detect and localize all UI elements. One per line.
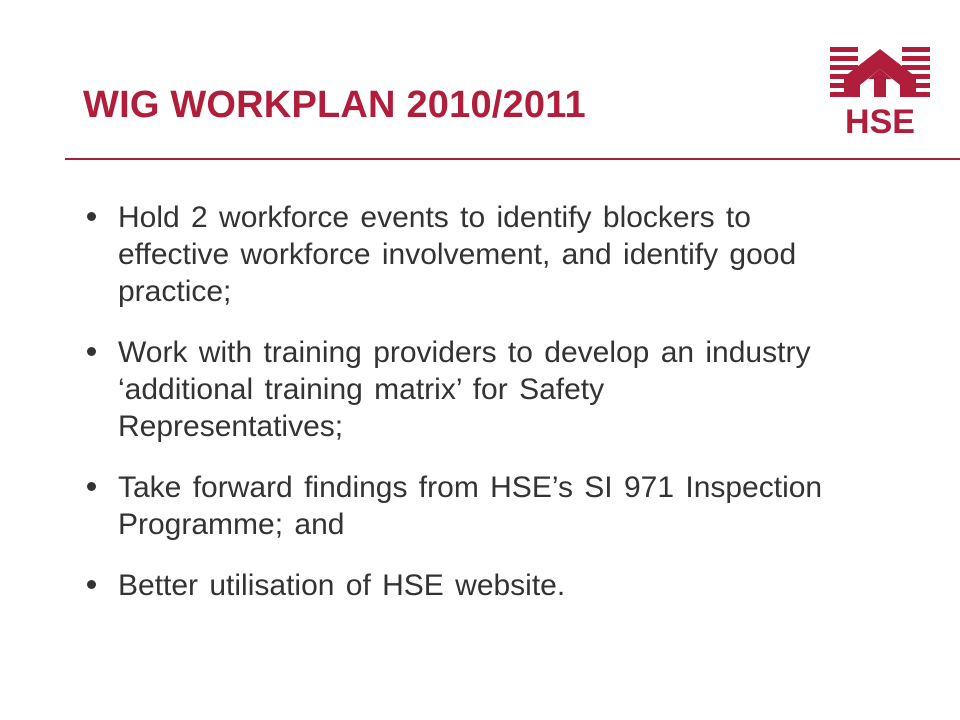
bullet-text: Work with training providers to develop an industry ‘additional training matrix’ for Safety Representatives;: [118, 336, 811, 443]
title-divider: [65, 158, 960, 160]
logo-text: HSE: [845, 103, 915, 135]
bullet-item: [80, 334, 840, 445]
bullet-text: Take forward findings from HSE’s SI 971 Inspection Programme; and: [118, 471, 823, 541]
bullet-item: [80, 469, 840, 543]
bullet-item: [80, 199, 840, 310]
bullet-dot-icon: [87, 347, 96, 356]
bullet-text: Hold 2 workforce events to identify blockers to effective workforce involvement, and identify good practice;: [118, 201, 797, 308]
slide-title: WIG WORKPLAN 2010/2011: [83, 84, 586, 126]
bullet-text: Better utilisation of HSE website.: [118, 569, 566, 602]
bullet-dot-icon: [87, 482, 96, 491]
bullet-item: [80, 567, 840, 604]
bullet-list: [80, 199, 840, 628]
bullet-dot-icon: [87, 580, 96, 589]
bullet-dot-icon: [87, 212, 96, 221]
hse-logo: [830, 47, 930, 135]
